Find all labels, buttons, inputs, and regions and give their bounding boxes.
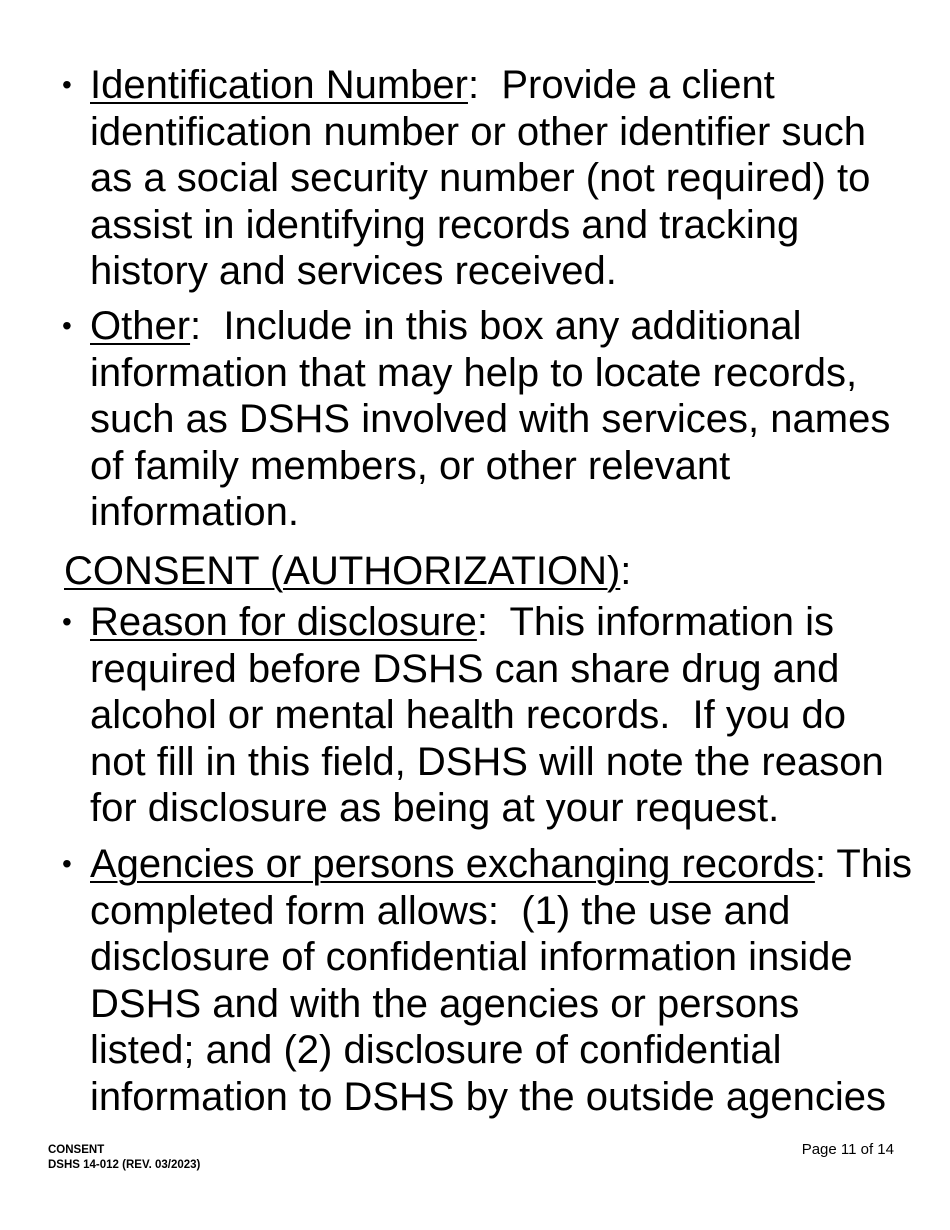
list-item-text — [90, 841, 924, 1120]
section-heading-consent — [64, 548, 631, 594]
list-item-text — [90, 303, 912, 536]
list-item-text — [90, 62, 912, 295]
list-item-text — [90, 599, 912, 832]
item-description: Include in this box any additional information that may help to locate records, such as DSHS involved with services, names of family members, or other relevant information. — [90, 304, 902, 534]
term-identification-number: Identification Number — [90, 63, 468, 107]
bullet-icon: • — [62, 848, 72, 879]
footer-form-info — [48, 1143, 200, 1173]
bullet-icon: • — [62, 69, 72, 100]
section-heading-colon: : — [620, 549, 632, 593]
section-heading-text: CONSENT (AUTHORIZATION) — [64, 549, 621, 593]
footer-page-number: Page 11 of 14 — [801, 1141, 894, 1158]
term-colon: : — [467, 63, 480, 107]
term-colon: : — [476, 600, 488, 644]
bullet-icon: • — [62, 310, 72, 341]
term-reason-for-disclosure: Reason for disclosure — [90, 600, 477, 644]
item-description: This information is required before DSHS can share drug and alcohol or mental health records. If you do not fill in this field, DSHS will note the reason for disclosure as being at your request. — [90, 600, 895, 830]
footer-form-number: DSHS 14-012 (REV. 03/2023) — [48, 1159, 201, 1171]
item-description: This completed form allows: (1) the use and disclosure of confidential information inside DSHS and with the agencies or persons listed; and (2) disclosure of confidential information to DSHS by the outside agencies — [90, 842, 924, 1119]
item-description: Provide a client identification number or other identifier such as a social security number (not required) to assist in identifying records and tracking history and services received. — [90, 63, 882, 293]
term-colon: : — [190, 304, 202, 348]
term-other: Other — [90, 304, 191, 348]
term-colon: : — [814, 842, 826, 886]
footer-form-title: CONSENT — [48, 1144, 105, 1156]
bullet-icon: • — [62, 606, 72, 637]
term-agencies-exchanging-records: Agencies or persons exchanging records — [90, 842, 815, 886]
